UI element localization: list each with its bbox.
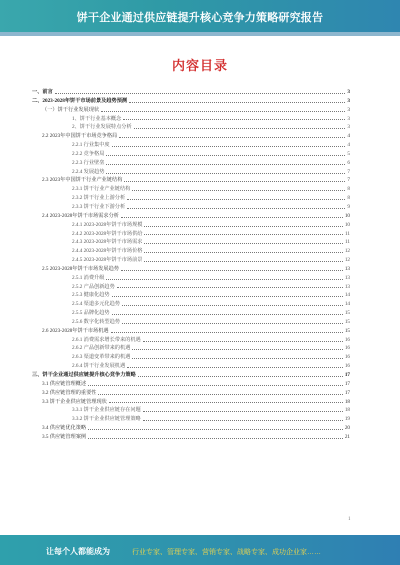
toc-entry[interactable]: [32, 212, 350, 221]
toc-leader-dots: [138, 376, 343, 377]
toc-entry-page: 10: [344, 221, 350, 228]
toc-entry-page: 19: [344, 416, 350, 423]
toc-entry[interactable]: [32, 256, 350, 265]
toc-entry[interactable]: [32, 238, 350, 247]
toc-entry[interactable]: [32, 88, 350, 97]
toc-entry[interactable]: [32, 265, 350, 274]
toc-entry-page: 4: [347, 133, 350, 140]
toc-entry-page: 14: [344, 292, 350, 299]
toc-entry-title: 二、2023-2028年饼干市场前景及趋势预测: [32, 97, 128, 104]
page-number: 1: [348, 517, 351, 522]
toc-entry-page: 3: [347, 89, 350, 95]
toc-entry-page: 13: [344, 265, 350, 272]
toc-entry[interactable]: [32, 168, 350, 177]
toc-entry-title: 1、饼干行业基本概念: [72, 115, 122, 122]
toc-entry[interactable]: [32, 247, 350, 256]
toc-leader-dots: [106, 173, 345, 174]
toc-leader-dots: [127, 367, 343, 368]
toc-entry-page: 11: [345, 230, 350, 237]
toc-leader-dots: [132, 190, 345, 191]
toc-leader-dots: [143, 341, 343, 342]
toc-entry-title: 2.5.1 消费升级: [72, 274, 105, 281]
toc-entry-title: 2.3.2 饼干行业上游分析: [72, 195, 126, 202]
toc-entry-page: 7: [347, 168, 350, 175]
toc-leader-dots: [134, 128, 346, 129]
toc-leader-dots: [144, 243, 343, 244]
toc-entry[interactable]: [32, 433, 350, 442]
toc-entry-title: 3.2 供应链管理的重要性: [42, 389, 97, 396]
toc-entry-page: 21: [344, 433, 350, 440]
toc-entry-title: 3.3.1 饼干企业供应链存在问题: [72, 407, 141, 414]
toc-entry-title: 2.2 2023年中国饼干市场竞争格局: [42, 133, 118, 140]
toc-entry-title: 2.4.5 2023-2028年饼干市场前景: [72, 257, 143, 264]
toc-entry-page: 11: [345, 239, 350, 246]
toc-entry-page: 15: [344, 310, 350, 317]
toc-entry[interactable]: [32, 283, 350, 292]
toc-entry[interactable]: [32, 141, 350, 150]
toc-leader-dots: [144, 234, 343, 235]
toc-entry-page: 3: [347, 124, 350, 131]
toc-entry[interactable]: [32, 274, 350, 283]
toc-entry-title: 2.4 2023-2028年饼干市场需求分析: [42, 212, 119, 219]
toc-entry-page: 3: [347, 115, 350, 122]
toc-entry[interactable]: [32, 194, 350, 203]
toc-entry[interactable]: [32, 336, 350, 345]
toc-entry-title: 2.5 2023-2028年饼干市场发展趋势: [42, 265, 119, 272]
toc-entry[interactable]: [32, 132, 350, 141]
toc-entry-page: 10: [344, 212, 350, 219]
toc-entry-title: 2.3.3 饼干行业下游分析: [72, 203, 126, 210]
toc-entry-title: 2.3 2023年中国饼干行业产业链结构: [42, 177, 123, 184]
toc-entry-page: 12: [344, 248, 350, 255]
toc-entry[interactable]: [32, 406, 350, 415]
toc-entry-page: 5: [347, 150, 350, 157]
toc-entry-title: 2.5.5 品牌化趋势: [72, 310, 110, 317]
toc-entry[interactable]: [32, 398, 350, 407]
toc-entry-page: 6: [347, 159, 350, 166]
toc-leader-dots: [132, 358, 342, 359]
toc-entry[interactable]: [32, 424, 350, 433]
toc-entry[interactable]: [32, 230, 350, 239]
toc-entry[interactable]: [32, 150, 350, 159]
toc-leader-dots: [143, 411, 343, 412]
toc-entry-title: 2.2.2 竞争格局: [72, 150, 105, 157]
toc-entry-page: 12: [344, 257, 350, 264]
toc-entry[interactable]: [32, 344, 350, 353]
footer-slogan: 让每个人都能成为: [46, 547, 110, 556]
toc-entry[interactable]: [32, 300, 350, 309]
toc-entry-title: 2.6.3 渠道变革带来的机遇: [72, 354, 131, 361]
toc-leader-dots: [129, 102, 345, 103]
toc-entry[interactable]: [32, 327, 350, 336]
toc-entry-page: 9: [347, 203, 350, 210]
toc-entry-title: 2.3.1 饼干行业产业链结构: [72, 186, 131, 193]
toc-entry[interactable]: [32, 353, 350, 362]
toc-entry-page: 13: [344, 283, 350, 290]
toc-leader-dots: [121, 217, 343, 218]
toc-leader-dots: [143, 420, 343, 421]
toc-entry[interactable]: [32, 221, 350, 230]
toc-leader-dots: [98, 394, 342, 395]
toc-leader-dots: [144, 226, 342, 227]
footer-roles: 行业专家、管理专家、营销专家、战略专家、成功企业家……: [132, 549, 321, 556]
toc-entry-page: 13: [344, 274, 350, 281]
toc-entry-title: 2.6.2 产品创新带来的机遇: [72, 345, 131, 352]
toc-leader-dots: [122, 305, 343, 306]
toc-leader-dots: [88, 438, 343, 439]
toc-entry-page: 14: [344, 301, 350, 308]
toc-entry-title: 2.6.4 饼干行业发展机遇: [72, 363, 126, 370]
toc-entry-title: 3.5 供应链管理案例: [42, 433, 87, 440]
toc-entry[interactable]: [32, 309, 350, 318]
toc-entry[interactable]: [32, 415, 350, 424]
toc-entry-title: 2.4.3 2023-2028年饼干市场需求: [72, 239, 143, 246]
header-stripe: [0, 32, 400, 36]
toc-entry-page: 18: [344, 407, 350, 414]
toc-leader-dots: [124, 181, 345, 182]
toc-leader-dots: [55, 93, 346, 94]
toc-entry-title: 2.4.1 2023-2028年饼干市场规模: [72, 221, 143, 228]
toc-entry-title: （一）饼干行业发展现状: [42, 106, 100, 113]
toc-entry-title: 3.4 供应链优化策略: [42, 425, 87, 432]
toc-leader-dots: [106, 155, 345, 156]
toc-leader-dots: [122, 323, 343, 324]
toc-entry[interactable]: [32, 318, 350, 327]
toc-entry-title: 2.2.3 行业壁垒: [72, 159, 105, 166]
toc-entry-page: 3: [347, 106, 350, 113]
table-of-contents: [32, 88, 350, 442]
toc-entry-page: 7: [347, 177, 350, 184]
toc-entry-title: 2.6 2023-2028年饼干市场机遇: [42, 327, 109, 334]
report-title: 饼干企业通过供应链提升核心竞争力策略研究报告: [76, 12, 324, 24]
toc-leader-dots: [101, 111, 345, 112]
toc-entry-page: 16: [344, 345, 350, 352]
toc-entry-page: 8: [347, 195, 350, 202]
toc-entry-title: 2.5.2 产品创新趋势: [72, 283, 115, 290]
toc-entry[interactable]: [32, 97, 350, 106]
toc-leader-dots: [132, 349, 342, 350]
toc-leader-dots: [127, 199, 345, 200]
toc-entry[interactable]: [32, 123, 350, 132]
toc-leader-dots: [88, 385, 343, 386]
toc-entry-title: 2.5.4 渠道多元化趋势: [72, 301, 120, 308]
toc-entry-title: 2.4.2 2023-2028年饼干市场供给: [72, 230, 143, 237]
toc-leader-dots: [144, 252, 342, 253]
toc-entry[interactable]: [32, 115, 350, 124]
toc-entry-page: 16: [344, 354, 350, 361]
toc-entry-title: 2.4.4 2023-2028年饼干市场价格: [72, 248, 143, 255]
toc-entry[interactable]: [32, 203, 350, 212]
toc-entry-title: 2.5.3 健康化趋势: [72, 292, 110, 299]
toc-entry-title: 2、饼干行业发展特点分析: [72, 124, 132, 131]
toc-entry-title: 3.1 供应链管理概述: [42, 380, 87, 387]
toc-entry[interactable]: [32, 159, 350, 168]
toc-leader-dots: [144, 261, 342, 262]
toc-entry-page: 17: [344, 389, 350, 396]
toc-leader-dots: [106, 279, 342, 280]
toc-entry-title: 3.3.2 饼干企业供应链管理策略: [72, 416, 141, 423]
toc-entry[interactable]: [32, 371, 350, 380]
toc-entry[interactable]: [32, 185, 350, 194]
toc-leader-dots: [123, 119, 345, 120]
toc-entry-page: 20: [344, 425, 350, 432]
toc-leader-dots: [117, 287, 343, 288]
toc-leader-dots: [111, 332, 343, 333]
toc-leader-dots: [127, 208, 345, 209]
toc-entry-page: 17: [344, 380, 350, 387]
toc-entry-title: 一、前言: [32, 89, 53, 95]
toc-entry-title: 2.5.6 数字化转型趋势: [72, 318, 120, 325]
toc-entry[interactable]: [32, 106, 350, 115]
toc-leader-dots: [112, 146, 346, 147]
toc-leader-dots: [109, 402, 343, 403]
toc-leader-dots: [106, 164, 345, 165]
toc-entry-title: 2.2.4 发展趋势: [72, 168, 105, 175]
toc-entry-page: 4: [347, 142, 350, 149]
toc-entry-page: 3: [347, 97, 350, 104]
toc-entry[interactable]: [32, 380, 350, 389]
toc-leader-dots: [112, 314, 343, 315]
toc-entry-page: 15: [344, 318, 350, 325]
toc-entry-page: 15: [344, 327, 350, 334]
toc-leader-dots: [88, 429, 343, 430]
toc-leader-dots: [112, 296, 343, 297]
toc-heading: 内容目录: [171, 58, 228, 73]
toc-entry-title: 3.3 饼干企业供应链管理现状: [42, 398, 107, 405]
toc-entry[interactable]: [32, 291, 350, 300]
toc-entry-page: 16: [344, 363, 350, 370]
toc-entry-title: 三、饼干企业通过供应链提升核心竞争力策略: [32, 372, 136, 378]
toc-entry-page: 8: [347, 186, 350, 193]
toc-entry-title: 2.2.1 行业集中度: [72, 142, 110, 149]
toc-entry-title: 2.6.1 消费需求增长带来的机遇: [72, 336, 141, 343]
toc-leader-dots: [121, 270, 343, 271]
toc-leader-dots: [119, 137, 345, 138]
toc-entry[interactable]: [32, 389, 350, 398]
toc-entry-page: 17: [344, 372, 350, 378]
toc-entry-page: 16: [344, 336, 350, 343]
toc-entry[interactable]: [32, 176, 350, 185]
toc-entry-page: 18: [344, 398, 350, 405]
toc-entry[interactable]: [32, 362, 350, 371]
